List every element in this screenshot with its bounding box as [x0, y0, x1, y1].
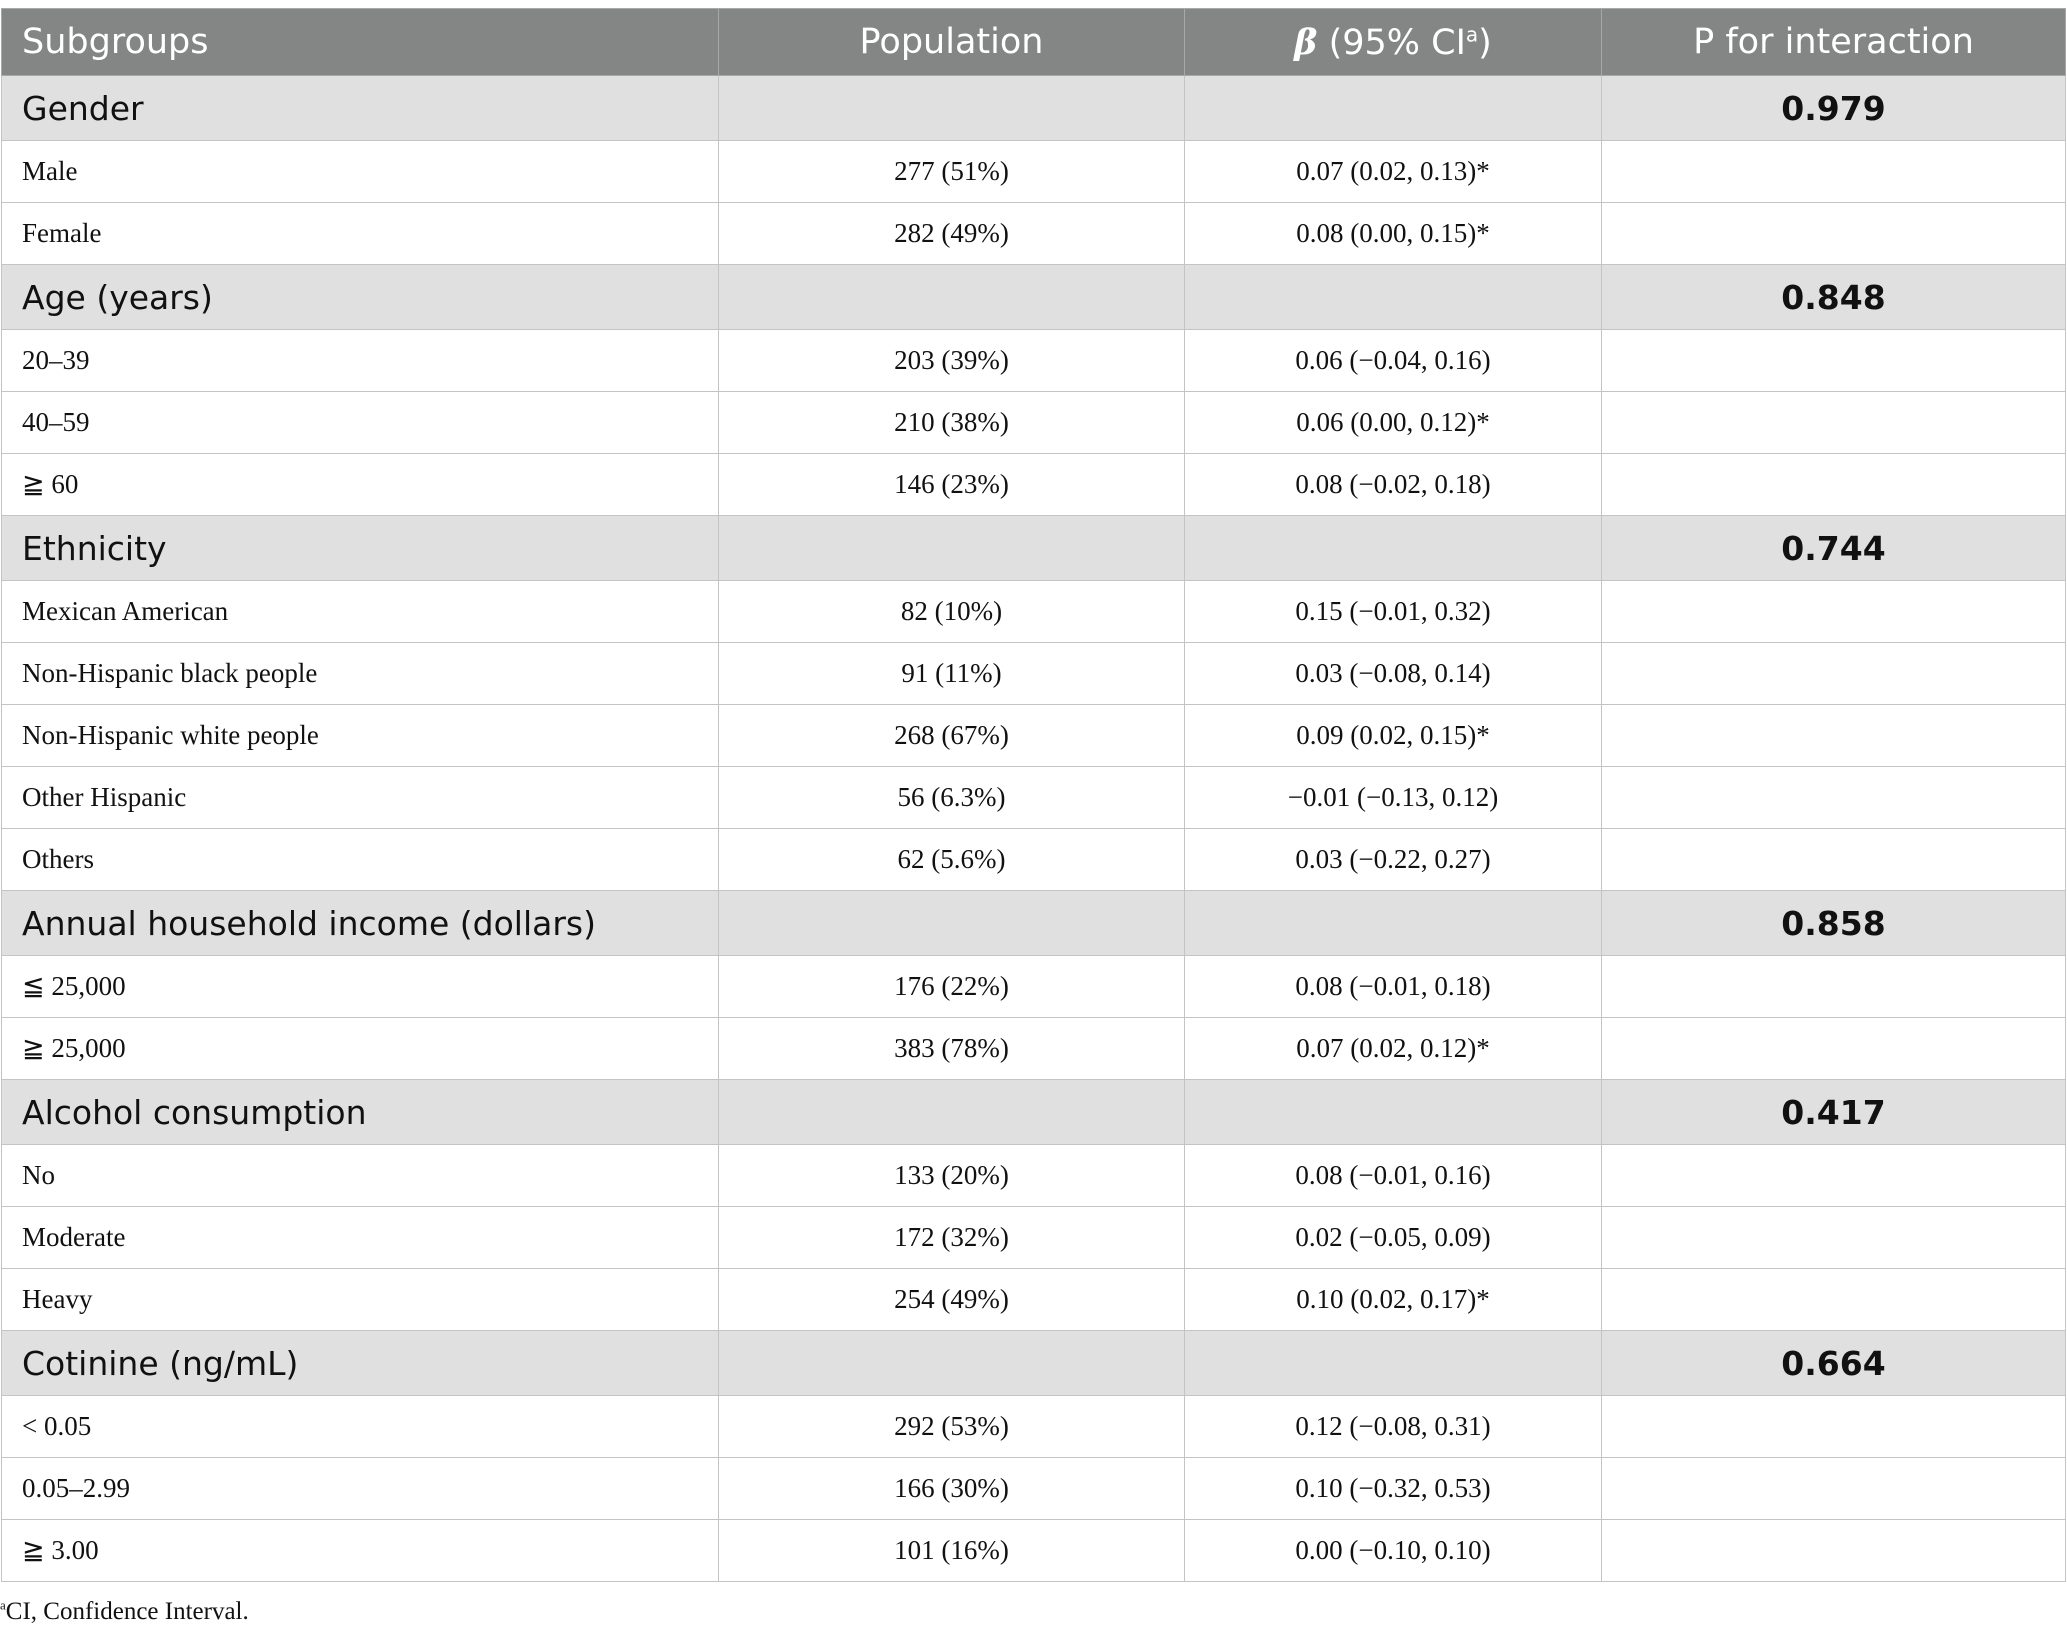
p-interaction-value: 0.744 [1602, 516, 2066, 581]
table-row [2, 1396, 2066, 1458]
table-row [2, 1520, 2066, 1582]
beta-ci-cell: 0.08 (−0.01, 0.16) [1185, 1145, 1602, 1207]
population-cell: 176 (22%) [719, 956, 1185, 1018]
population-cell: 282 (49%) [719, 203, 1185, 265]
group-population-empty [719, 265, 1185, 330]
group-beta-empty [1185, 891, 1602, 956]
table-row [2, 705, 2066, 767]
table-row [2, 767, 2066, 829]
beta-ci-cell: 0.08 (−0.01, 0.18) [1185, 956, 1602, 1018]
table-row [2, 392, 2066, 454]
p-interaction-empty [1602, 956, 2066, 1018]
beta-ci-cell: 0.10 (0.02, 0.17)* [1185, 1269, 1602, 1331]
group-row [2, 516, 2066, 581]
population-cell: 146 (23%) [719, 454, 1185, 516]
population-cell: 166 (30%) [719, 1458, 1185, 1520]
table-row [2, 1018, 2066, 1080]
beta-ci-cell: 0.07 (0.02, 0.12)* [1185, 1018, 1602, 1080]
group-label: Alcohol consumption [2, 1080, 719, 1145]
population-cell: 82 (10%) [719, 581, 1185, 643]
subgroup-cell: Non-Hispanic white people [2, 705, 719, 767]
subgroup-cell: No [2, 1145, 719, 1207]
subgroup-cell: Non-Hispanic black people [2, 643, 719, 705]
group-label: Ethnicity [2, 516, 719, 581]
p-interaction-empty [1602, 767, 2066, 829]
footnote-marker: a [0, 1597, 6, 1613]
table-row [2, 454, 2066, 516]
population-cell: 101 (16%) [719, 1520, 1185, 1582]
subgroup-cell: ≧ 25,000 [2, 1018, 719, 1080]
subgroup-cell: Moderate [2, 1207, 719, 1269]
population-cell: 172 (32%) [719, 1207, 1185, 1269]
subgroup-cell: 20–39 [2, 330, 719, 392]
beta-close: ) [1478, 22, 1492, 63]
subgroup-cell: Other Hispanic [2, 767, 719, 829]
p-interaction-empty [1602, 454, 2066, 516]
group-label: Gender [2, 76, 719, 141]
group-beta-empty [1185, 76, 1602, 141]
group-population-empty [719, 1331, 1185, 1396]
subgroup-cell: 0.05–2.99 [2, 1458, 719, 1520]
p-interaction-value: 0.848 [1602, 265, 2066, 330]
table-row [2, 643, 2066, 705]
beta-ci-cell: 0.08 (−0.02, 0.18) [1185, 454, 1602, 516]
table-row [2, 581, 2066, 643]
p-interaction-value: 0.664 [1602, 1331, 2066, 1396]
subgroup-cell: < 0.05 [2, 1396, 719, 1458]
subgroup-cell: Male [2, 141, 719, 203]
group-row [2, 76, 2066, 141]
beta-ci-cell: 0.07 (0.02, 0.13)* [1185, 141, 1602, 203]
population-cell: 203 (39%) [719, 330, 1185, 392]
table-row [2, 1145, 2066, 1207]
group-population-empty [719, 891, 1185, 956]
p-interaction-empty [1602, 1269, 2066, 1331]
p-interaction-value: 0.417 [1602, 1080, 2066, 1145]
table-row [2, 956, 2066, 1018]
p-interaction-empty [1602, 330, 2066, 392]
subgroup-cell: Others [2, 829, 719, 891]
beta-ci-cell: 0.09 (0.02, 0.15)* [1185, 705, 1602, 767]
subgroup-cell: Female [2, 203, 719, 265]
group-row [2, 1080, 2066, 1145]
group-beta-empty [1185, 1331, 1602, 1396]
p-interaction-empty [1602, 1458, 2066, 1520]
p-interaction-value: 0.858 [1602, 891, 2066, 956]
table-row [2, 829, 2066, 891]
population-cell: 91 (11%) [719, 643, 1185, 705]
p-interaction-empty [1602, 1396, 2066, 1458]
beta-ci-cell: 0.03 (−0.22, 0.27) [1185, 829, 1602, 891]
population-cell: 268 (67%) [719, 705, 1185, 767]
table-row [2, 141, 2066, 203]
group-beta-empty [1185, 516, 1602, 581]
p-interaction-empty [1602, 1145, 2066, 1207]
group-row [2, 265, 2066, 330]
p-interaction-empty [1602, 141, 2066, 203]
header-p-interaction: P for interaction [1602, 9, 2066, 76]
population-cell: 62 (5.6%) [719, 829, 1185, 891]
header-row [2, 9, 2066, 76]
population-cell: 292 (53%) [719, 1396, 1185, 1458]
population-cell: 254 (49%) [719, 1269, 1185, 1331]
group-population-empty [719, 76, 1185, 141]
header-population: Population [719, 9, 1185, 76]
p-interaction-empty [1602, 1520, 2066, 1582]
beta-ci-cell: 0.15 (−0.01, 0.32) [1185, 581, 1602, 643]
population-cell: 56 (6.3%) [719, 767, 1185, 829]
population-cell: 277 (51%) [719, 141, 1185, 203]
group-row [2, 1331, 2066, 1396]
table-row [2, 1207, 2066, 1269]
p-interaction-empty [1602, 1018, 2066, 1080]
population-cell: 383 (78%) [719, 1018, 1185, 1080]
group-population-empty [719, 516, 1185, 581]
beta-ci-cell: 0.02 (−0.05, 0.09) [1185, 1207, 1602, 1269]
subgroup-cell: ≧ 60 [2, 454, 719, 516]
population-cell: 133 (20%) [719, 1145, 1185, 1207]
beta-ci-cell: 0.08 (0.00, 0.15)* [1185, 203, 1602, 265]
footnote [0, 1598, 249, 1626]
group-label: Cotinine (ng/mL) [2, 1331, 719, 1396]
group-label: Age (years) [2, 265, 719, 330]
subgroup-cell: 40–59 [2, 392, 719, 454]
subgroup-cell: ≧ 3.00 [2, 1520, 719, 1582]
table-row [2, 1458, 2066, 1520]
subgroup-analysis-table [1, 8, 2066, 1582]
header-beta-ci [1185, 9, 1602, 76]
p-interaction-empty [1602, 1207, 2066, 1269]
p-interaction-empty [1602, 581, 2066, 643]
population-cell: 210 (38%) [719, 392, 1185, 454]
beta-ci-cell: −0.01 (−0.13, 0.12) [1185, 767, 1602, 829]
group-population-empty [719, 1080, 1185, 1145]
table-row [2, 330, 2066, 392]
subgroup-cell: ≦ 25,000 [2, 956, 719, 1018]
beta-ci-text: (95% CI [1328, 22, 1466, 63]
beta-superscript: a [1465, 21, 1479, 46]
beta-ci-cell: 0.10 (−0.32, 0.53) [1185, 1458, 1602, 1520]
p-interaction-empty [1602, 829, 2066, 891]
table-row [2, 1269, 2066, 1331]
footnote-text: CI, Confidence Interval. [5, 1598, 249, 1625]
beta-ci-cell: 0.12 (−0.08, 0.31) [1185, 1396, 1602, 1458]
p-interaction-empty [1602, 643, 2066, 705]
beta-ci-cell: 0.06 (−0.04, 0.16) [1185, 330, 1602, 392]
beta-symbol: β [1294, 21, 1318, 63]
group-label: Annual household income (dollars) [2, 891, 719, 956]
group-beta-empty [1185, 1080, 1602, 1145]
p-interaction-empty [1602, 203, 2066, 265]
p-interaction-value: 0.979 [1602, 76, 2066, 141]
group-row [2, 891, 2066, 956]
table-row [2, 203, 2066, 265]
group-beta-empty [1185, 265, 1602, 330]
subgroup-cell: Mexican American [2, 581, 719, 643]
p-interaction-empty [1602, 392, 2066, 454]
table-body [2, 76, 2066, 1582]
subgroup-cell: Heavy [2, 1269, 719, 1331]
header-subgroups: Subgroups [2, 9, 719, 76]
beta-ci-cell: 0.06 (0.00, 0.12)* [1185, 392, 1602, 454]
beta-ci-cell: 0.03 (−0.08, 0.14) [1185, 643, 1602, 705]
beta-ci-cell: 0.00 (−0.10, 0.10) [1185, 1520, 1602, 1582]
p-interaction-empty [1602, 705, 2066, 767]
